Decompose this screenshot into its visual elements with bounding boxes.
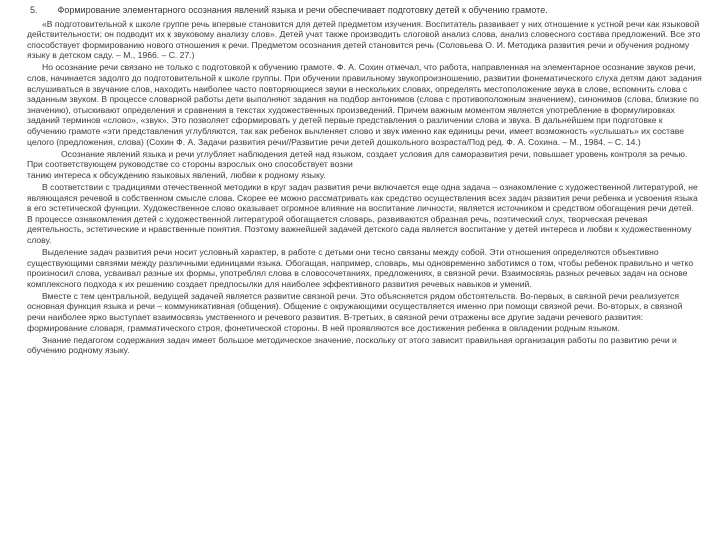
section-title: Формирование элементарного осознания явлений языка и речи обеспечивает подготовку детей к обучению грамоте. — [57, 5, 548, 15]
paragraph-literature: В соответствии с традициями отечественной методики в круг задач развития речи включается еще одна задача – ознакомление с художественной литературой, не являющаяся речевой в собственном смысле слова. Скорее ее можно рассматривать как средство осуществления всех задач развития речи ребенка и усвоения языка в его эстетической функции. Художественное слово оказывает огромное влияние на воспитание личности, является источником и средством обогащения речи детей. В процессе ознакомления детей с художественной литературой обогащается словарь, развиваются образная речь, поэтический слух, творческая речевая деятельность, эстетические и нравственные понятия. Поэтому важнейшей задачей детского сада является воспитание у детей интереса и любви к художественному слову. — [27, 181, 698, 245]
paragraph-coherent-speech: Вместе с тем центральной, ведущей задачей является развитие связной речи. Это объясняется рядом обстоятельств. Во-первых, в связной речи реализуется основная функция языка и речи – коммуникативная (общения). Общение с окружающими осуществляется именно при помощи связной речи. Во-вторых, в связной речи наиболее ярко выступает взаимосвязь умственного и речевого развития. В-третьих, в связной речи отражены все другие задачи речевого развития: формирование словаря, грамматического строя, фонетической стороны. В ней проявляются все достижения ребенка в овладении родным языком. — [27, 290, 683, 333]
paragraph-tasks-relation: Выделение задач развития речи носит условный характер, в работе с детьми они тесно связаны между собой. Эти отношения определяются объективно существующими связями между различными единицами языка. Обогащая, например, словарь, мы одновременно заботимся о том, чтобы ребенок правильно и четко произносил слова, усваивал разные их формы, употреблял слова в словосочетаниях, предложениях, в связной речи. Взаимосвязь разных речевых задач на основе комплексного подхода к их решению создает предпосылки для наиболее эффективного развития речевых навыков и умений. — [27, 246, 694, 289]
paragraph-language-observation: Осознание явлений языка и речи углубляет наблюдения детей над языком, создает условия для саморазвития речи, повышает уровень контроля за речью. При соответствующем руководстве со стороны взрослых оно способствует возни — [27, 148, 688, 170]
document-page — [27, 4, 702, 356]
paragraph-preparatory-group: «В подготовительной к школе группе речь впервые становится для детей предметом изучения. Воспитатель развивает у них отношение к устной речи как языковой действительности; он подводит их к звуковому анализу слов». Детей учат также производить слоговой анализ слова, анализ словесного состава предложений. Все это способствует формированию нового отношения к речи. Предметом осознания детей становится речь (Соловьева О. И. Методика развития речи и обучения родному языку в детском саду. – М., 1966. – С. 27.) — [27, 18, 701, 61]
paragraph-methodical-value: Знание педагогом содержания задач имеет большое методическое значение, поскольку от этого зависит правильная организация работы по развитию речи и обучению родному языку. — [27, 334, 677, 356]
paragraph-language-interest: танию интереса к обсуждению языковых явлений, любви к родному языку. — [27, 169, 326, 180]
paragraph-speech-awareness: Но осознание речи связано не только с подготовкой к обучению грамоте. Ф. А. Сохин отмечал, что работа, направленная на элементарное осознание звуков речи, слов, начинается задолго до подготовительной к школе группы. При обучении правильному звукопроизношению, развитии фонематического слуха детям дают задания вслушиваться в звучание слов, находить наиболее часто повторяющиеся звуки в нескольких словах, определять местоположение звука в слове, вспомнить слова с заданным звуком. В процессе словарной работы дети выполняют задания на подбор антонимов (слова с противоположным значением), синонимов (слова, близкие по значению), отыскивают определения и сравнения в текстах художественных произведений. Причем важным моментом является употребление в формулировках заданий терминов «слово», «звук». Это позволяет сформировать у детей первые представления о различении слова и звука. В дальнейшем при подготовке к обучению грамоте «эти представления углубляются, так как ребенок вычленяет слово и звук именно как единицы речи, имеет возможность «услышать» их составе целого (предложения, слова) (Сохин Ф. А. Задачи развития речи//Развитие речи детей дошкольного возраста/Под ред. Ф. А. Сохина. – М., 1984. – С. 14.) — [27, 62, 702, 147]
section-number: 5. — [30, 5, 38, 15]
section-heading — [27, 4, 702, 17]
